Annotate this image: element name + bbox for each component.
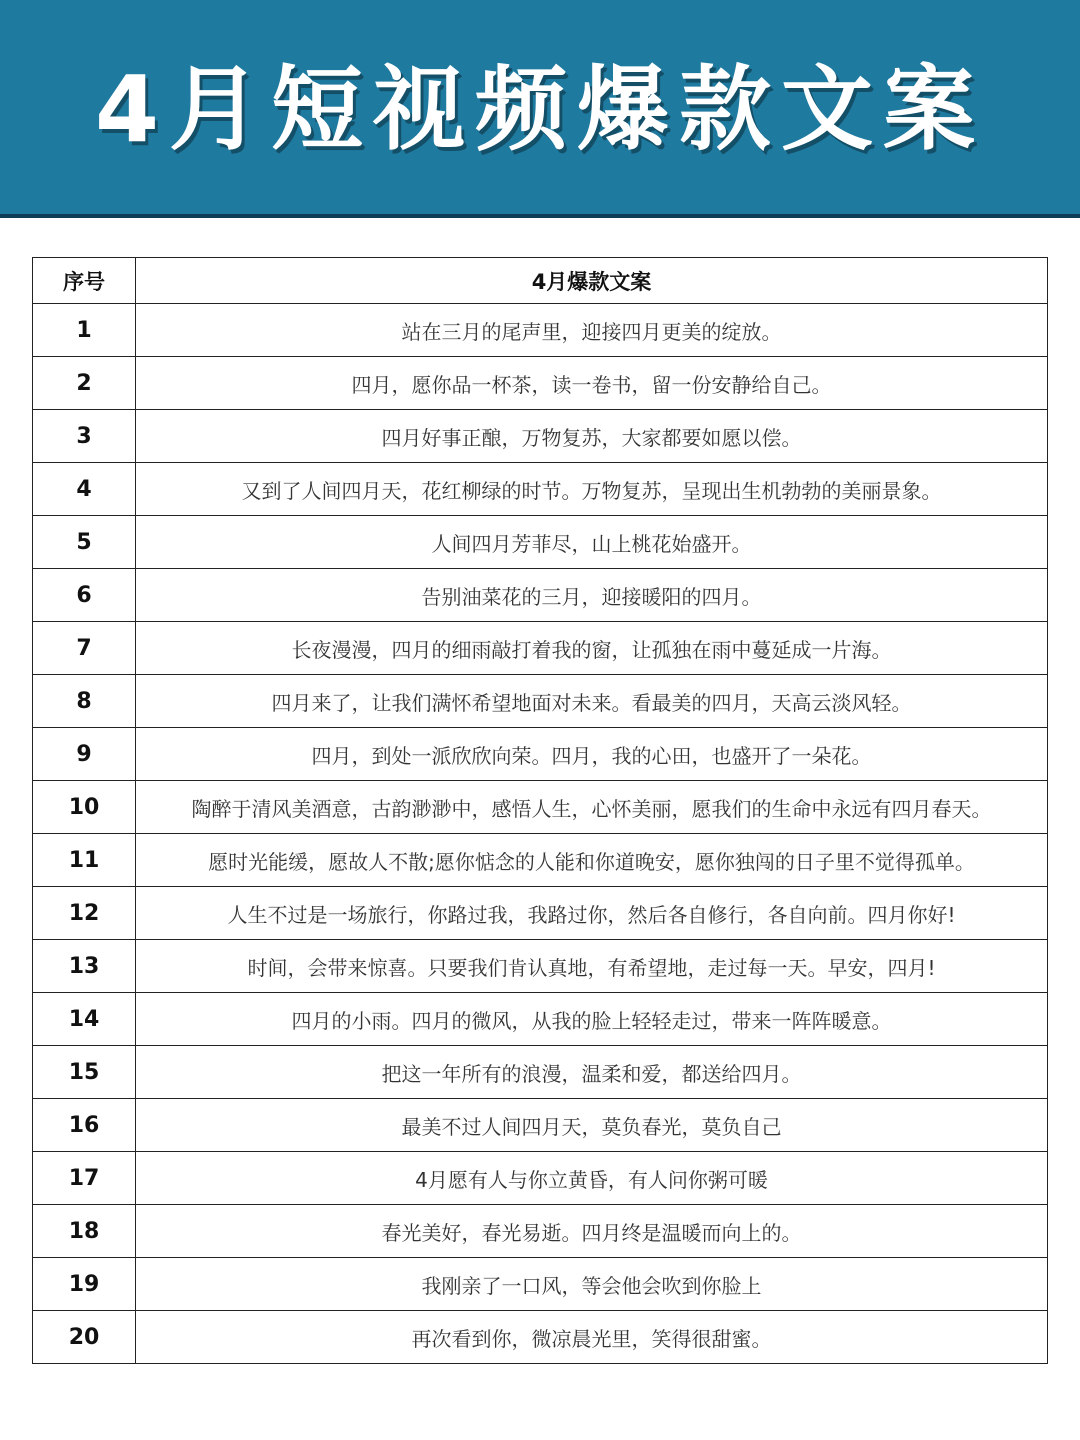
header-index: 序号 bbox=[33, 258, 136, 304]
table-row bbox=[33, 887, 1048, 940]
row-copy-text: 长夜漫漫，四月的细雨敲打着我的窗，让孤独在雨中蔓延成一片海。 bbox=[136, 622, 1048, 675]
table-row bbox=[33, 516, 1048, 569]
header-copy: 4月爆款文案 bbox=[136, 258, 1048, 304]
row-copy-text: 又到了人间四月天，花红柳绿的时节。万物复苏，呈现出生机勃勃的美丽景象。 bbox=[136, 463, 1048, 516]
row-index: 3 bbox=[33, 410, 136, 463]
row-index: 11 bbox=[33, 834, 136, 887]
table-header-row bbox=[33, 258, 1048, 304]
row-index: 1 bbox=[33, 304, 136, 357]
copy-table-container bbox=[32, 257, 1047, 1364]
table-row bbox=[33, 1046, 1048, 1099]
row-index: 4 bbox=[33, 463, 136, 516]
table-row bbox=[33, 357, 1048, 410]
row-copy-text: 站在三月的尾声里，迎接四月更美的绽放。 bbox=[136, 304, 1048, 357]
row-copy-text: 陶醉于清风美酒意，古韵渺渺中，感悟人生，心怀美丽，愿我们的生命中永远有四月春天。 bbox=[136, 781, 1048, 834]
row-index: 2 bbox=[33, 357, 136, 410]
row-index: 15 bbox=[33, 1046, 136, 1099]
table-row bbox=[33, 622, 1048, 675]
row-copy-text: 四月来了，让我们满怀希望地面对未来。看最美的四月，天高云淡风轻。 bbox=[136, 675, 1048, 728]
row-copy-text: 4月愿有人与你立黄昏，有人问你粥可暖 bbox=[136, 1152, 1048, 1205]
table-row bbox=[33, 569, 1048, 622]
row-copy-text: 我刚亲了一口风，等会他会吹到你脸上 bbox=[136, 1258, 1048, 1311]
row-index: 9 bbox=[33, 728, 136, 781]
table-row bbox=[33, 410, 1048, 463]
row-index: 8 bbox=[33, 675, 136, 728]
row-index: 18 bbox=[33, 1205, 136, 1258]
row-index: 20 bbox=[33, 1311, 136, 1364]
table-row bbox=[33, 304, 1048, 357]
row-copy-text: 再次看到你，微凉晨光里，笑得很甜蜜。 bbox=[136, 1311, 1048, 1364]
row-copy-text: 人生不过是一场旅行，你路过我，我路过你，然后各自修行，各自向前。四月你好! bbox=[136, 887, 1048, 940]
row-copy-text: 愿时光能缓，愿故人不散;愿你惦念的人能和你道晚安，愿你独闯的日子里不觉得孤单。 bbox=[136, 834, 1048, 887]
table-body bbox=[33, 304, 1048, 1364]
table-row bbox=[33, 781, 1048, 834]
table-row bbox=[33, 463, 1048, 516]
row-index: 5 bbox=[33, 516, 136, 569]
row-copy-text: 四月的小雨。四月的微风，从我的脸上轻轻走过，带来一阵阵暖意。 bbox=[136, 993, 1048, 1046]
row-copy-text: 告别油菜花的三月，迎接暖阳的四月。 bbox=[136, 569, 1048, 622]
row-index: 16 bbox=[33, 1099, 136, 1152]
title-banner bbox=[0, 0, 1080, 218]
table-row bbox=[33, 1152, 1048, 1205]
row-index: 13 bbox=[33, 940, 136, 993]
table-row bbox=[33, 1099, 1048, 1152]
row-index: 17 bbox=[33, 1152, 136, 1205]
table-row bbox=[33, 1258, 1048, 1311]
row-copy-text: 四月，到处一派欣欣向荣。四月，我的心田，也盛开了一朵花。 bbox=[136, 728, 1048, 781]
table-row bbox=[33, 728, 1048, 781]
row-copy-text: 最美不过人间四月天，莫负春光，莫负自己 bbox=[136, 1099, 1048, 1152]
row-index: 7 bbox=[33, 622, 136, 675]
table-row bbox=[33, 834, 1048, 887]
table-row bbox=[33, 675, 1048, 728]
row-index: 19 bbox=[33, 1258, 136, 1311]
table-row bbox=[33, 993, 1048, 1046]
row-copy-text: 四月，愿你品一杯茶，读一卷书，留一份安静给自己。 bbox=[136, 357, 1048, 410]
row-copy-text: 时间，会带来惊喜。只要我们肯认真地，有希望地，走过每一天。早安，四月! bbox=[136, 940, 1048, 993]
row-copy-text: 把这一年所有的浪漫，温柔和爱，都送给四月。 bbox=[136, 1046, 1048, 1099]
row-copy-text: 春光美好，春光易逝。四月终是温暖而向上的。 bbox=[136, 1205, 1048, 1258]
table-row bbox=[33, 940, 1048, 993]
table-row bbox=[33, 1311, 1048, 1364]
row-index: 10 bbox=[33, 781, 136, 834]
page-title: 4月短视频爆款文案 bbox=[94, 56, 985, 163]
row-copy-text: 四月好事正酿，万物复苏，大家都要如愿以偿。 bbox=[136, 410, 1048, 463]
table-row bbox=[33, 1205, 1048, 1258]
row-copy-text: 人间四月芳菲尽，山上桃花始盛开。 bbox=[136, 516, 1048, 569]
copy-table bbox=[32, 257, 1048, 1364]
row-index: 6 bbox=[33, 569, 136, 622]
row-index: 12 bbox=[33, 887, 136, 940]
row-index: 14 bbox=[33, 993, 136, 1046]
